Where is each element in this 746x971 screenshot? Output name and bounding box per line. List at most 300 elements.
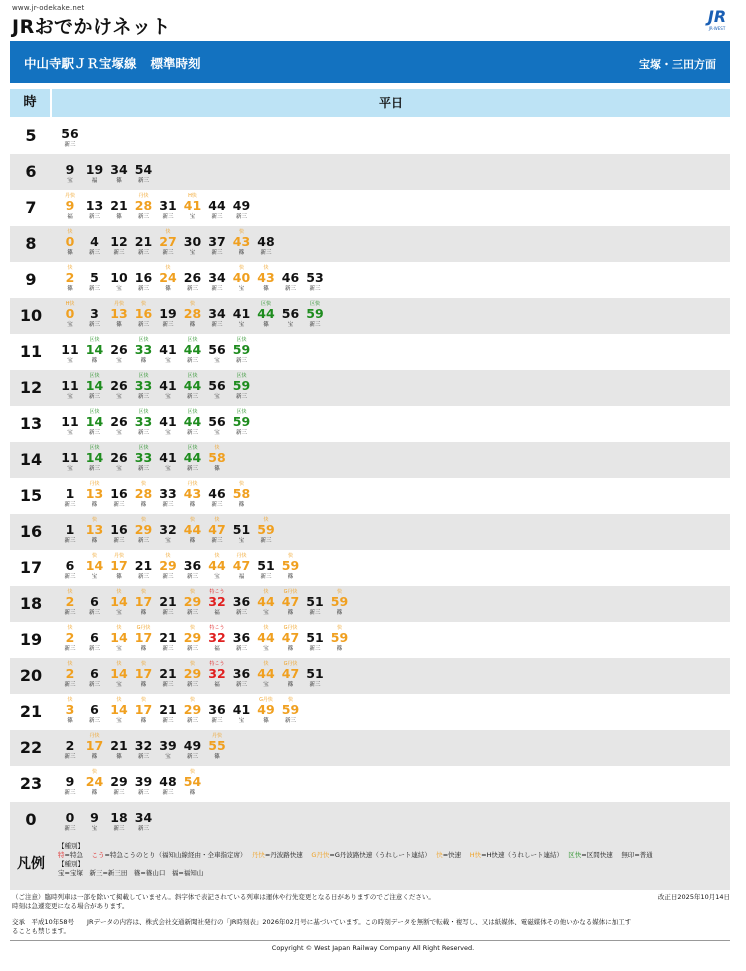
caution-text-2: 時刻は急遽変更になる場合があります。: [12, 902, 129, 910]
departure-minute: 29: [159, 558, 177, 573]
departure[interactable]: [181, 370, 205, 406]
departure[interactable]: [205, 226, 229, 262]
departure[interactable]: [254, 694, 278, 730]
departure[interactable]: [181, 766, 205, 802]
departure[interactable]: [181, 730, 205, 766]
train-type: 区快: [138, 337, 149, 343]
departure-minute: 24: [159, 270, 177, 285]
departure[interactable]: [132, 514, 156, 550]
departure[interactable]: [156, 622, 180, 658]
departure[interactable]: [132, 550, 156, 586]
departure[interactable]: [58, 370, 82, 406]
departure[interactable]: [205, 478, 229, 514]
departure[interactable]: [132, 262, 156, 298]
departure[interactable]: [132, 766, 156, 802]
departure-minute: 29: [134, 522, 153, 537]
departure[interactable]: [132, 190, 156, 226]
departure-minute: 36: [232, 594, 251, 609]
legend-k1d: =特急: [64, 851, 83, 859]
destination: 篠: [140, 718, 147, 724]
departure-minute: 49: [257, 702, 275, 717]
legend-k4: G丹快: [311, 851, 330, 859]
destination: 新三: [235, 430, 247, 436]
jr-logo-text: JR: [707, 7, 727, 26]
destination: 新三: [137, 286, 149, 292]
departure[interactable]: [254, 658, 278, 694]
departure[interactable]: [205, 298, 229, 334]
departure[interactable]: [83, 334, 107, 370]
departure[interactable]: [230, 658, 254, 694]
departure[interactable]: [205, 334, 229, 370]
departure[interactable]: [107, 550, 131, 586]
departure-minute: 36: [232, 666, 251, 681]
departure[interactable]: [83, 154, 107, 190]
departure-minute: 56: [281, 306, 300, 321]
destination: 新三: [186, 646, 198, 652]
departure-minute: 47: [281, 630, 300, 645]
departure[interactable]: [254, 622, 278, 658]
departure[interactable]: [58, 478, 82, 514]
departure-minute: 0: [65, 306, 75, 321]
departure-minute: 41: [159, 342, 177, 357]
departure[interactable]: [83, 730, 107, 766]
departure[interactable]: [107, 658, 131, 694]
departure[interactable]: [83, 586, 107, 622]
destination: 新三: [309, 286, 321, 292]
departure[interactable]: [107, 154, 131, 190]
departure[interactable]: [181, 406, 205, 442]
departure[interactable]: [230, 550, 254, 586]
departure[interactable]: [83, 298, 107, 334]
departure[interactable]: [205, 730, 229, 766]
departure-minute: 2: [65, 666, 75, 681]
train-type: G丹快: [283, 589, 298, 595]
departure-minute: 6: [90, 666, 99, 681]
departure[interactable]: [132, 370, 156, 406]
departure[interactable]: [205, 262, 229, 298]
departure[interactable]: [107, 226, 131, 262]
destination: 新三: [137, 394, 149, 400]
train-type: 快: [238, 481, 244, 487]
departure[interactable]: [58, 694, 82, 730]
departure[interactable]: [83, 478, 107, 514]
departure[interactable]: [205, 442, 229, 478]
destination: 新三: [162, 250, 174, 256]
departure[interactable]: [83, 550, 107, 586]
departure[interactable]: [156, 658, 180, 694]
departure[interactable]: [156, 766, 180, 802]
departure-minute: 58: [208, 450, 226, 465]
departure[interactable]: [230, 514, 254, 550]
departure-minute: 41: [232, 702, 251, 717]
departure[interactable]: [230, 622, 254, 658]
departure[interactable]: [107, 514, 131, 550]
departure[interactable]: [58, 406, 82, 442]
departure[interactable]: [83, 694, 107, 730]
departure[interactable]: [107, 334, 131, 370]
departure[interactable]: [279, 298, 303, 334]
departure[interactable]: [181, 694, 205, 730]
train-type: 区快: [309, 301, 320, 307]
train-type: 快: [67, 229, 73, 235]
departure[interactable]: [132, 586, 156, 622]
footer-divider: [10, 940, 730, 941]
departure[interactable]: [254, 514, 278, 550]
destination: 宝: [238, 322, 245, 328]
train-type: 快: [189, 661, 195, 667]
destination: 篠: [116, 178, 122, 184]
departure[interactable]: [58, 334, 82, 370]
departure[interactable]: [181, 658, 205, 694]
departure-minute: 3: [90, 306, 99, 321]
train-type: 区快: [260, 301, 271, 307]
departure[interactable]: [58, 298, 82, 334]
hour-cell: 22: [19, 738, 43, 757]
hour-row: [10, 694, 730, 730]
departure-minute: 0: [65, 810, 75, 825]
departure[interactable]: [303, 658, 327, 694]
departure[interactable]: [107, 406, 131, 442]
legend-k8: 無印=普通: [621, 851, 653, 859]
departure[interactable]: [107, 298, 131, 334]
destination: 宝: [116, 358, 122, 364]
departure-minute: 46: [281, 270, 300, 285]
destination: 宝: [67, 430, 73, 436]
departure-minute: 13: [110, 306, 128, 321]
hour-row: [10, 442, 730, 478]
departure[interactable]: [205, 550, 229, 586]
departure-minute: 9: [65, 774, 75, 789]
departure[interactable]: [230, 406, 254, 442]
departure[interactable]: [83, 802, 107, 838]
departure[interactable]: [181, 550, 205, 586]
departure[interactable]: [83, 370, 107, 406]
destination: 新三: [88, 466, 100, 472]
destination: 新三: [137, 250, 149, 256]
departure[interactable]: [205, 658, 229, 694]
departure[interactable]: [156, 442, 180, 478]
legend-k1: 特: [58, 851, 65, 859]
destination: 宝: [91, 574, 98, 580]
departure[interactable]: [132, 442, 156, 478]
destination: 新三: [137, 322, 149, 328]
departure-minute: 56: [61, 126, 79, 141]
departure-minute: 41: [159, 378, 177, 393]
departure[interactable]: [83, 622, 107, 658]
departure[interactable]: [205, 190, 229, 226]
destination: 宝: [214, 358, 220, 364]
departure[interactable]: [132, 226, 156, 262]
destination: 篠: [336, 646, 343, 652]
destination: 新三: [186, 574, 198, 580]
destination: 新三: [162, 214, 174, 220]
departure-minute: 1: [65, 522, 75, 537]
departure[interactable]: [181, 442, 205, 478]
departure-minute: 27: [159, 234, 177, 249]
departure[interactable]: [58, 622, 82, 658]
departure[interactable]: [58, 550, 82, 586]
departure[interactable]: [205, 406, 229, 442]
departure[interactable]: [328, 622, 352, 658]
destination: 新三: [186, 610, 198, 616]
departure[interactable]: [132, 730, 156, 766]
departure[interactable]: [230, 370, 254, 406]
departure[interactable]: [254, 226, 278, 262]
departure[interactable]: [181, 622, 205, 658]
departure[interactable]: [303, 262, 327, 298]
departure[interactable]: [205, 586, 229, 622]
departure[interactable]: [156, 226, 180, 262]
departure[interactable]: [303, 622, 327, 658]
destination: 篠: [263, 322, 269, 328]
departure[interactable]: [107, 586, 131, 622]
departure[interactable]: [205, 370, 229, 406]
departure[interactable]: [83, 406, 107, 442]
train-type: G丹快: [283, 625, 298, 631]
site-logo[interactable]: [12, 4, 212, 38]
departure[interactable]: [83, 658, 107, 694]
departure-minute: 41: [183, 198, 202, 213]
departure[interactable]: [107, 766, 131, 802]
departure[interactable]: [156, 190, 180, 226]
departure[interactable]: [58, 766, 82, 802]
departure[interactable]: [230, 298, 254, 334]
departure[interactable]: [107, 622, 131, 658]
departure-minute: 34: [208, 306, 226, 321]
departure[interactable]: [132, 298, 156, 334]
departure[interactable]: [107, 694, 131, 730]
departure[interactable]: [132, 622, 156, 658]
legend-k3d: =丹波路快速: [264, 851, 303, 859]
departure-minute: 44: [257, 666, 275, 681]
train-type: 快: [67, 625, 73, 631]
departure[interactable]: [254, 262, 278, 298]
departure[interactable]: [132, 694, 156, 730]
departure-minute: 21: [110, 738, 128, 753]
departure[interactable]: [156, 406, 180, 442]
departure-minute: 9: [65, 162, 75, 177]
departure[interactable]: [107, 442, 131, 478]
hour-cell: 15: [19, 486, 43, 505]
train-type: 区快: [89, 409, 100, 415]
departure[interactable]: [181, 586, 205, 622]
departure[interactable]: [58, 730, 82, 766]
departure[interactable]: [230, 190, 254, 226]
departure[interactable]: [181, 190, 205, 226]
departure-minute: 2: [65, 738, 75, 753]
departure-minute: 17: [85, 738, 104, 753]
departure-minute: 6: [90, 702, 99, 717]
train-type: 快: [116, 661, 122, 667]
departure[interactable]: [279, 694, 303, 730]
departure[interactable]: [156, 262, 180, 298]
table-header: [10, 89, 730, 117]
departure-minute: 51: [306, 630, 324, 645]
departure[interactable]: [58, 262, 82, 298]
legend-k7: 区快: [568, 851, 582, 859]
departure[interactable]: [156, 730, 180, 766]
departure[interactable]: [156, 298, 180, 334]
legend-k5: 快: [436, 851, 443, 859]
train-type: 丹快: [113, 553, 124, 559]
departure[interactable]: [58, 586, 82, 622]
destination: 宝: [116, 286, 122, 292]
departure[interactable]: [181, 262, 205, 298]
departure[interactable]: [132, 154, 156, 190]
departure-minute: 16: [110, 522, 128, 537]
departure-minute: 13: [85, 486, 104, 501]
departure[interactable]: [83, 514, 107, 550]
departure[interactable]: [107, 478, 131, 514]
departure[interactable]: [58, 226, 82, 262]
departure[interactable]: [83, 262, 107, 298]
destination: 宝: [238, 538, 245, 544]
departure-minute: 44: [208, 198, 226, 213]
train-type: 丹快: [64, 193, 75, 199]
departure[interactable]: [107, 262, 131, 298]
destination: 福: [67, 214, 73, 220]
destination: 新三: [162, 718, 174, 724]
departure[interactable]: [107, 802, 131, 838]
destination: 宝: [116, 682, 122, 688]
destination: 宝: [165, 538, 171, 544]
departure[interactable]: [58, 190, 82, 226]
departure[interactable]: [58, 118, 82, 154]
destination: 新三: [211, 502, 223, 508]
departure[interactable]: [181, 334, 205, 370]
departure[interactable]: [181, 478, 205, 514]
hour-cell: 9: [25, 270, 37, 289]
departure[interactable]: [132, 802, 156, 838]
departure[interactable]: [58, 442, 82, 478]
departure[interactable]: [132, 658, 156, 694]
departure[interactable]: [58, 154, 82, 190]
departure[interactable]: [58, 514, 82, 550]
train-type: 快: [140, 661, 146, 667]
train-type: 快: [238, 229, 244, 235]
destination: 篠: [287, 610, 294, 616]
destination: 新三: [137, 466, 149, 472]
departure[interactable]: [230, 586, 254, 622]
site-url: www.jr-odekake.net: [12, 4, 85, 12]
departure[interactable]: [83, 190, 107, 226]
departure-minute: 21: [159, 702, 177, 717]
departure[interactable]: [156, 586, 180, 622]
departure[interactable]: [107, 730, 131, 766]
departure[interactable]: [156, 334, 180, 370]
departure[interactable]: [83, 442, 107, 478]
departure-minute: 53: [306, 270, 324, 285]
departure[interactable]: [58, 802, 82, 838]
destination: 篠: [116, 574, 122, 580]
departure-minute: 26: [110, 450, 128, 465]
train-type: 快: [165, 229, 171, 235]
departure[interactable]: [58, 658, 82, 694]
destination: 新三: [64, 538, 76, 544]
legend: [10, 838, 730, 890]
departure[interactable]: [279, 550, 303, 586]
departure[interactable]: [181, 298, 205, 334]
train-type: 区快: [138, 373, 149, 379]
departure[interactable]: [230, 694, 254, 730]
departure-minute: 37: [208, 234, 226, 249]
departure[interactable]: [156, 694, 180, 730]
destination: 新三: [64, 502, 76, 508]
destination: 新三: [309, 646, 321, 652]
departure[interactable]: [303, 298, 327, 334]
destination: 宝: [91, 826, 98, 832]
departure[interactable]: [205, 514, 229, 550]
departure[interactable]: [279, 622, 303, 658]
departure[interactable]: [132, 406, 156, 442]
departure[interactable]: [254, 550, 278, 586]
departure[interactable]: [132, 478, 156, 514]
departure[interactable]: [230, 226, 254, 262]
destination: 宝: [189, 250, 196, 256]
destination: 篠: [189, 538, 196, 544]
departure-minute: 32: [159, 522, 177, 537]
departure[interactable]: [156, 478, 180, 514]
departure[interactable]: [254, 586, 278, 622]
departure[interactable]: [205, 694, 229, 730]
train-type: 快: [67, 697, 73, 703]
train-type: 快: [189, 589, 195, 595]
destination: 宝: [263, 646, 269, 652]
departure-minute: 29: [110, 774, 128, 789]
departure[interactable]: [328, 586, 352, 622]
departure[interactable]: [156, 370, 180, 406]
train-type: 区快: [138, 445, 149, 451]
departure-minute: 47: [208, 522, 226, 537]
departure[interactable]: [205, 622, 229, 658]
departure[interactable]: [132, 334, 156, 370]
departure-minute: 2: [65, 270, 75, 285]
destination: 新三: [309, 682, 321, 688]
departure[interactable]: [230, 262, 254, 298]
departure[interactable]: [181, 514, 205, 550]
departure-minute: 47: [232, 558, 251, 573]
departure[interactable]: [279, 586, 303, 622]
departure[interactable]: [230, 334, 254, 370]
departure[interactable]: [83, 766, 107, 802]
departure[interactable]: [107, 190, 131, 226]
departure[interactable]: [83, 226, 107, 262]
train-type: 快: [165, 553, 171, 559]
departure-minute: 9: [65, 198, 75, 213]
train-type: 快: [91, 769, 97, 775]
departure-minute: 56: [208, 378, 226, 393]
departure[interactable]: [230, 478, 254, 514]
destination: 新三: [211, 250, 223, 256]
departure[interactable]: [181, 226, 205, 262]
departure[interactable]: [156, 550, 180, 586]
destination: 福: [214, 610, 220, 616]
departure-minute: 33: [134, 450, 153, 465]
departure[interactable]: [279, 262, 303, 298]
destination: 新三: [211, 322, 223, 328]
train-type: 快: [336, 589, 342, 595]
train-type: 区快: [89, 373, 100, 379]
departure[interactable]: [303, 586, 327, 622]
departure[interactable]: [254, 298, 278, 334]
departure-minute: 44: [208, 558, 226, 573]
destination: 新三: [88, 394, 100, 400]
departure-minute: 32: [208, 630, 226, 645]
departure-minute: 21: [159, 594, 177, 609]
departure[interactable]: [279, 658, 303, 694]
departure[interactable]: [156, 514, 180, 550]
departure[interactable]: [107, 370, 131, 406]
